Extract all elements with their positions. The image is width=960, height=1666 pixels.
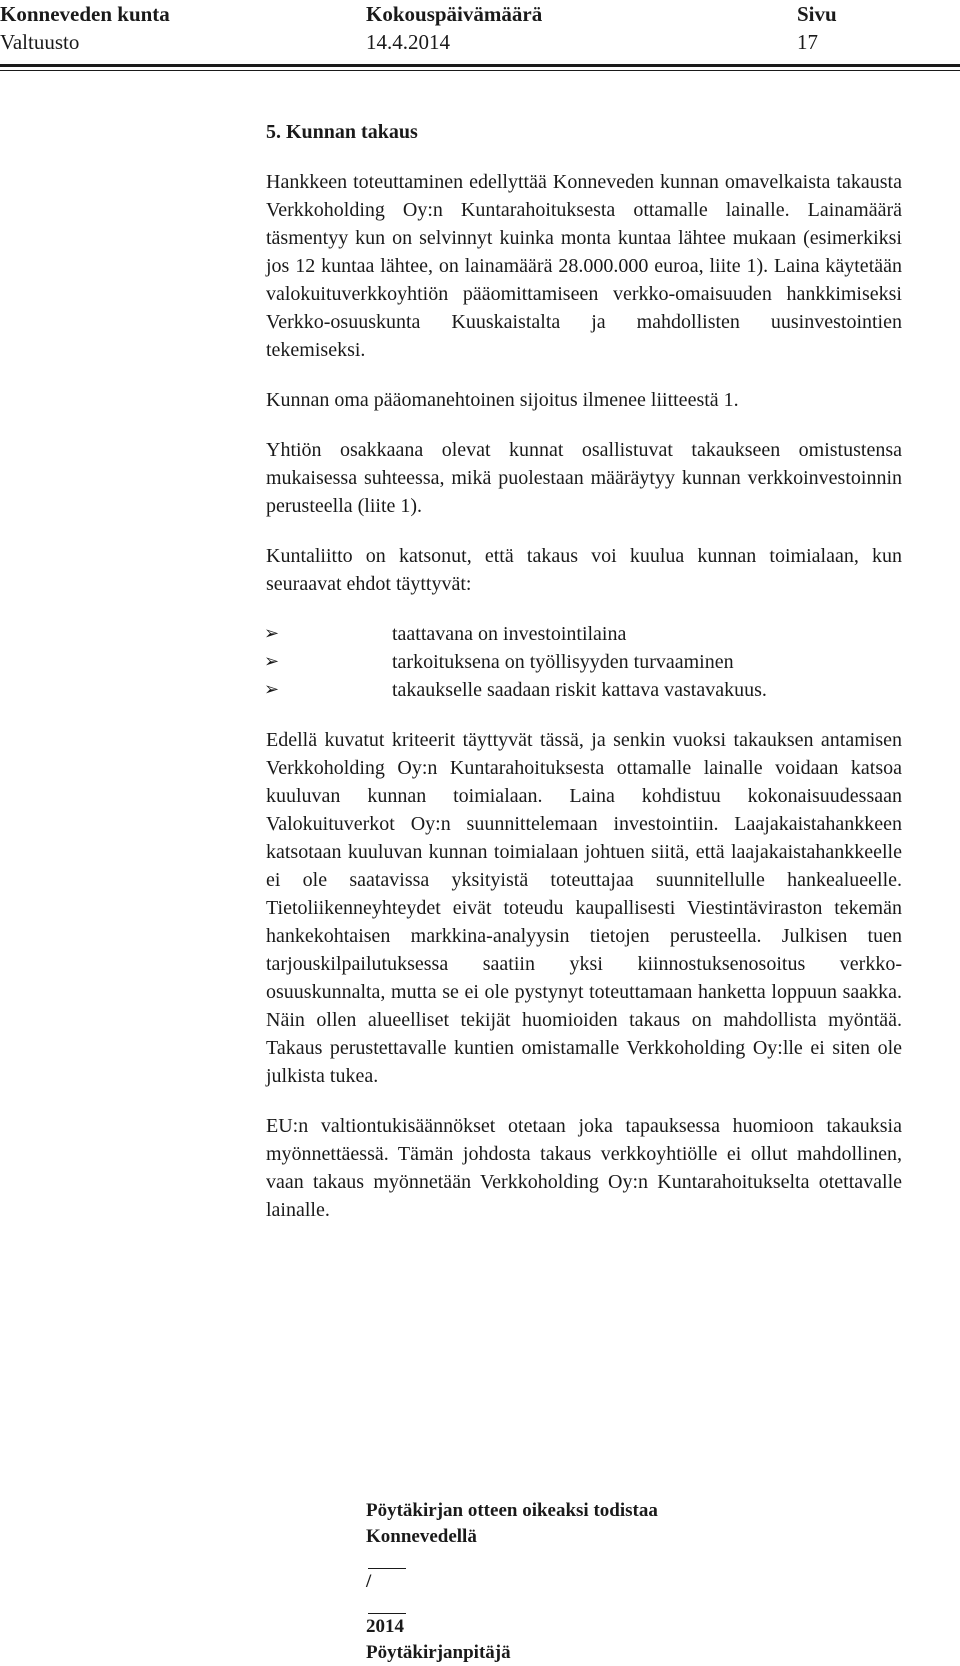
header-org [0,0,170,56]
day-blank [368,1550,406,1569]
conditions-list [264,620,902,704]
paragraph-3: Yhtiön osakkaana olevat kunnat osallistuvat takaukseen omistustensa mukaisessa suhteessa, mikä puolestaan määräytyy kunnan verkkoinvestoinnin perusteella (liite 1). [266,439,902,517]
header-rule-thick [0,64,960,67]
arrowhead-icon: ➢ [264,623,280,644]
footer-place-date-line [366,1524,658,1640]
header-date-value: 14.4.2014 [366,30,450,54]
header-page [797,0,837,56]
arrowhead-icon: ➢ [264,651,280,672]
document-body [266,118,902,1246]
footer-certify-line: Pöytäkirjan otteen oikeaksi todistaa [366,1500,658,1521]
paragraph-4: Kuntaliitto on katsonut, että takaus voi kuulua kunnan toimialaan, kun seuraavat ehdot täyttyvät: [266,545,902,595]
list-item-text: taattavana on investointilaina [392,623,627,645]
paragraph-6: EU:n valtiontukisäännökset otetaan joka tapauksessa huomioon takauksia myönnettäessä. Tämän johdosta takaus verkkoyhtiölle ei ollut mahdollinen, vaan takaus myönnetään Verkkoholding Oy:n Kuntarahoitukselta otettavalle lainalle. [266,1115,902,1221]
list-item-text: tarkoituksena on työllisyyden turvaaminen [392,651,734,673]
header-rule-thin [0,70,960,71]
paragraph-5: Edellä kuvatut kriteerit täyttyvät tässä, ja senkin vuoksi takauksen antamisen Verkkoholding Oy:n Kuntarahoituksesta ottamalle lainalle voidaan katsoa kuuluvan kunnan toimialaan. Laina kohdistuu kokonaisuudessaan Valokuituverkot Oy:n suunnittelemaan investointiin. Laajakaistahankkeen katsotaan kuuluvan kunnan toimialaan johtuen siitä, että laajakaistahankkeelle ei ole saatavissa yksityistä toteuttajaa suunnitellulle hankealueelle. Tietoliikenneyhteydet eivät toteudu kaupallisesti Viestintäviraston tekemän hankekohtaisen markkina-analyysin tietojen perusteella. Julkisen tuen tarjouskilpailutuksessa saatiin yksi kiinnostuksenosoitus verkko-osuuskunnalta, mutta se ei ole pystynyt toteuttamaan hanketta loppuun saakka. Näin ollen alueelliset tekijät huomioiden takaus on mahdollista myöntää. Takaus perustettavalle kuntien omistamalle Verkkoholding Oy:lle ei siten ole julkista tukea. [266,729,902,1087]
header-org-value: Valtuusto [0,30,80,54]
footer-place: Konnevedellä [366,1526,477,1547]
header-org-label: Konneveden kunta [0,2,170,26]
header-date-label: Kokouspäivämäärä [366,2,543,26]
arrowhead-icon: ➢ [264,679,280,700]
paragraph-2: Kunnan oma pääomanehtoinen sijoitus ilmenee liitteestä 1. [266,389,739,411]
section-title: 5. Kunnan takaus [266,121,418,143]
certification-footer [366,1498,658,1666]
list-item [264,620,902,648]
footer-separator: / [366,1571,372,1592]
footer-year: 2014 [366,1616,404,1637]
paragraph-1: Hankkeen toteuttaminen edellyttää Konneveden kunnan omavelkaista takausta Verkkoholding Oy:n Kuntarahoituksesta ottamalle lainalle. Lainamäärä täsmentyy kun on selvinnyt kuinka monta kuntaa lähtee mukaan (esimerkiksi jos 12 kuntaa lähtee, on lainamäärä 28.000.000 euroa, liite 1). Laina käytetään valokuituverkkoyhtiön pääomittamiseen verkko-omaisuuden hankkimiseksi Verkko-osuuskunta Kuuskaistalta ja mahdollisten uusinvestointien tekemiseksi. [266,171,902,361]
footer-secretary: Pöytäkirjanpitäjä [366,1642,511,1663]
header-page-value: 17 [797,30,818,54]
page-header [0,0,960,90]
list-item-text: takaukselle saadaan riskit kattava vastavakuus. [392,679,767,701]
list-item [264,676,902,704]
list-item [264,648,902,676]
header-date [366,0,542,56]
header-page-label: Sivu [797,2,837,26]
